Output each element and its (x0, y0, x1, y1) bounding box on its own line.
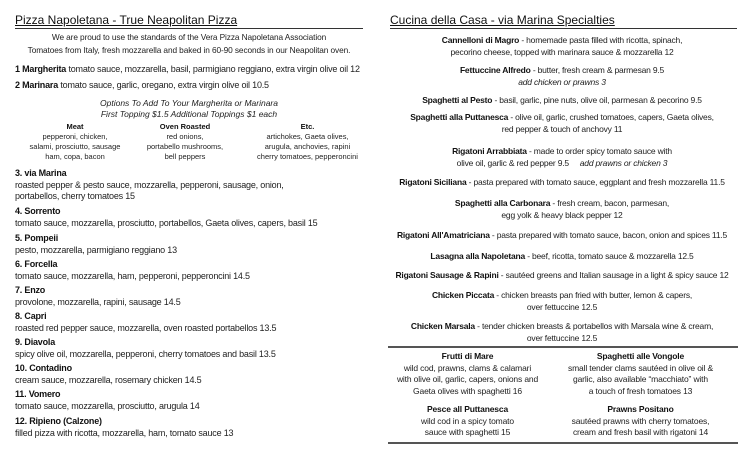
topping-line: pepperoni, chicken, (42, 132, 108, 141)
item-desc: beef, ricotta, tomato sauce & mozzarella 12.5 (532, 251, 694, 261)
pizza-marinara (15, 80, 365, 92)
item-desc: wild cod in a spicy tomato (421, 415, 514, 426)
item-desc: basil, garlic, pine nuts, olive oil, parmesan & pecorino 9.5 (499, 95, 702, 105)
item-desc: over fettuccine 12.5 (526, 301, 598, 312)
item-note: add chicken or prawns 3 (518, 76, 606, 87)
options-line: Options To Add To Your Margherita or Marinara (100, 98, 278, 108)
pizza-item (15, 285, 365, 308)
item-desc: a touch of fresh tomatoes 13 (588, 385, 693, 396)
item-desc: pasta prepared with tomato sauce, eggplant and fresh mozzarella 11.5 (473, 177, 725, 187)
topping-line: arugula, anchovies, rapini (264, 142, 351, 151)
item-desc: wild cod, prawns, clams & calamari (403, 362, 532, 373)
item-name: Rigatoni Siciliana (399, 177, 467, 187)
dish-item: Chicken Marsala - tender chicken breasts & portabellos with Marsala wine & cream, over fettuccine 12.5 (382, 321, 742, 344)
item-name: Rigatoni Sausage & Rapini (395, 270, 499, 280)
item-name: Cannelloni di Magro (441, 35, 520, 45)
toppings-heading: Meat (66, 122, 84, 131)
item-desc: tomato sauce, garlic, oregano, extra virgin olive oil 10.5 (60, 80, 269, 90)
specialties-section-title: Cucina della Casa - via Marina Specialties (390, 13, 615, 27)
item-name: 10. Contadino (15, 363, 72, 373)
item-desc: garlic, also available “macchiato” with (573, 374, 708, 384)
item-name: 5. Pompeii (15, 233, 59, 243)
pizza-item (15, 206, 365, 229)
topping-line: portabello mushrooms, (146, 142, 224, 151)
item-desc: chicken breasts pan fried with butter, lemon & capers, (501, 290, 693, 300)
item-name: 3. via Marina (15, 168, 67, 178)
item-name: 7. Enzo (15, 285, 46, 295)
item-desc: roasted red pepper sauce, mozzarella, oven roasted portabellos 13.5 (15, 322, 277, 333)
item-desc: olive oil, garlic, crushed tomatoes, capers, Gaeta olives, (515, 112, 714, 122)
seafood-divider-bottom (388, 442, 738, 444)
pizza-item (15, 259, 365, 282)
item-name: Spaghetti al Pesto (422, 95, 493, 105)
toppings-heading: Oven Roasted (159, 122, 211, 131)
item-desc: tomato sauce, mozzarella, ham, pepperoni, pepperoncini 14.5 (15, 270, 250, 281)
item-name: 12. Ripieno (Calzone) (15, 416, 102, 426)
dish-item: Rigatoni All'Amatriciana - pasta prepared with tomato sauce, bacon, onion and spices 11.5 (396, 230, 728, 240)
dish-item: Rigatoni Sausage & Rapini - sautéed greens and Italian sausage in a light & spicy sauce 12 (395, 270, 729, 280)
item-desc: pasta prepared with tomato sauce, bacon, onion and spices 11.5 (496, 230, 728, 240)
item-desc: sautéed prawns with cherry tomatoes, (571, 415, 710, 426)
intro-text (15, 31, 363, 56)
seafood-item (385, 351, 550, 397)
topping-line: salami, prosciutto, sausage (29, 142, 121, 151)
dish-item: Chicken Piccata - chicken breasts pan fried with butter, lemon & capers, over fettuccine 12.5 (382, 290, 742, 313)
item-name: Chicken Marsala (410, 321, 475, 331)
item-desc: spicy olive oil, mozzarella, pepperoni, cherry tomatoes and basil 13.5 (15, 348, 276, 359)
item-name: Spaghetti alla Carbonara (454, 198, 551, 208)
seafood-item (558, 351, 723, 397)
item-desc: butter, fresh cream & parmesan 9.5 (537, 65, 665, 75)
item-name: Frutti di Mare (441, 351, 494, 361)
item-name: 11. Vomero (15, 389, 61, 399)
item-desc: cream sauce, mozzarella, rosemary chicken 14.5 (15, 374, 202, 385)
seafood-item (385, 404, 550, 439)
item-name: Chicken Piccata (431, 290, 495, 300)
item-desc: tomato sauce, mozzarella, prosciutto, arugula 14 (15, 400, 200, 411)
item-desc: with olive oil, garlic, capers, onions and (396, 374, 539, 384)
pizza-item (15, 311, 365, 334)
item-name: Fettuccine Alfredo (459, 65, 531, 75)
options-note (15, 98, 363, 120)
item-desc: roasted pepper & pesto sauce, mozzarella, pepperoni, sausage, onion, (15, 179, 284, 190)
toppings-etc (245, 122, 370, 162)
item-desc: egg yolk & heavy black pepper 12 (501, 209, 623, 220)
dish-item: Rigatoni Arrabbiata - made to order spicy tomato sauce with olive oil, garlic & red pepper 9.5 add prawns or chicken 3 (452, 146, 672, 168)
toppings-meat (15, 122, 135, 162)
dish-item: Spaghetti alla Puttanesca - olive oil, garlic, crushed tomatoes, capers, Gaeta olives, red pepper & touch of anchovy 11 (382, 112, 742, 135)
topping-line: cherry tomatoes, pepperoncini (257, 152, 358, 161)
title-underline (15, 28, 363, 29)
item-desc: sautéed greens and Italian sausage in a light & spicy sauce 12 (505, 270, 729, 280)
item-desc: Gaeta olives with spaghetti 16 (413, 385, 522, 396)
item-name: 4. Sorrento (15, 206, 61, 216)
seafood-item (558, 404, 723, 439)
pizza-item (15, 416, 365, 439)
topping-line: artichokes, Gaeta olives, (266, 132, 349, 141)
dish-item: Lasagna alla Napoletana - beef, ricotta, tomato sauce & mozzarella 12.5 (430, 251, 694, 261)
item-name: Pesce all Puttanesca (426, 404, 509, 414)
pizza-item (15, 168, 365, 203)
toppings-oven-roasted (125, 122, 245, 162)
item-desc: pecorino cheese, topped with marinara sauce & mozzarella 12 (450, 46, 674, 57)
pizza-item (15, 363, 365, 386)
item-desc: filled pizza with ricotta, mozzarella, ham, tomato sauce 13 (15, 427, 234, 438)
toppings-heading: Etc. (300, 122, 315, 131)
item-desc: tomato sauce, mozzarella, basil, parmigiano reggiano, extra virgin olive oil 12 (68, 64, 360, 74)
item-desc: red pepper & touch of anchovy 11 (501, 123, 623, 134)
item-name: 8. Capri (15, 311, 47, 321)
topping-line: ham, copa, bacon (45, 152, 105, 161)
item-name: Rigatoni Arrabbiata (452, 146, 527, 156)
item-desc: over fettuccine 12.5 (526, 332, 598, 343)
item-name: 1 Margherita (15, 64, 67, 74)
pizza-item (15, 337, 365, 360)
intro-line: Tomatoes from Italy, fresh mozzarella and baked in 60-90 seconds in our Neapolitan oven. (27, 44, 351, 55)
item-note: add prawns or chicken 3 (579, 157, 668, 168)
dish-item: Fettuccine Alfredo - butter, fresh cream & parmesan 9.5 add chicken or prawns 3 (382, 65, 742, 88)
item-name: Rigatoni All'Amatriciana (396, 230, 490, 240)
item-name: Spaghetti alla Puttanesca (410, 112, 509, 122)
item-name: 2 Marinara (15, 80, 59, 90)
topping-line: red onions, (166, 132, 204, 141)
pizza-margherita (15, 64, 365, 76)
dish-item: Rigatoni Siciliana - pasta prepared with tomato sauce, eggplant and fresh mozzarella 11.5 (399, 177, 725, 187)
pizza-item (15, 389, 365, 412)
topping-line: bell peppers (164, 152, 206, 161)
intro-line: We are proud to use the standards of the Vera Pizza Napoletana Association (51, 32, 327, 42)
item-desc: cream and fresh basil with rigatoni 14 (572, 427, 709, 437)
item-desc: tender chicken breasts & portabellos with Marsala wine & cream, (481, 321, 714, 331)
pizza-section-title: Pizza Napoletana - True Neapolitan Pizza (15, 13, 238, 27)
options-line: First Topping $1.5 Additional Toppings $1 each (100, 109, 278, 119)
item-desc: small tender clams sautéed in olive oil & (567, 362, 714, 373)
item-desc: homemade pasta filled with ricotta, spinach, (526, 35, 683, 45)
item-name: Lasagna alla Napoletana (430, 251, 526, 261)
title-underline (390, 28, 737, 29)
item-desc: provolone, mozzarella, rapini, sausage 14.5 (15, 296, 181, 307)
item-name: 9. Diavola (15, 337, 56, 347)
dish-item: Spaghetti alla Carbonara - fresh cream, bacon, parmesan, egg yolk & heavy black pepper 12 (382, 198, 742, 221)
item-desc: portabellos, cherry tomatoes 15 (15, 191, 135, 201)
dish-item: Cannelloni di Magro - homemade pasta filled with ricotta, spinach, pecorino cheese, topped with marinara sauce & mozzarella 12 (382, 35, 742, 58)
item-name: Spaghetti alle Vongole (596, 351, 685, 361)
item-desc: sauce with spaghetti 15 (424, 427, 511, 437)
item-name: 6. Forcella (15, 259, 58, 269)
seafood-divider-top (388, 346, 738, 348)
item-desc: made to order spicy tomato sauce with (533, 146, 672, 156)
dish-item: Spaghetti al Pesto - basil, garlic, pine nuts, olive oil, parmesan & pecorino 9.5 (422, 95, 702, 105)
item-desc: pesto, mozzarella, parmigiano reggiano 13 (15, 244, 177, 255)
pizza-item (15, 233, 365, 256)
item-name: Prawns Positano (607, 404, 674, 414)
item-desc: fresh cream, bacon, parmesan, (557, 198, 670, 208)
item-desc: tomato sauce, mozzarella, prosciutto, portabellos, Gaeta olives, capers, basil 15 (15, 217, 318, 228)
item-desc: olive oil, garlic & red pepper 9.5 (456, 157, 569, 168)
